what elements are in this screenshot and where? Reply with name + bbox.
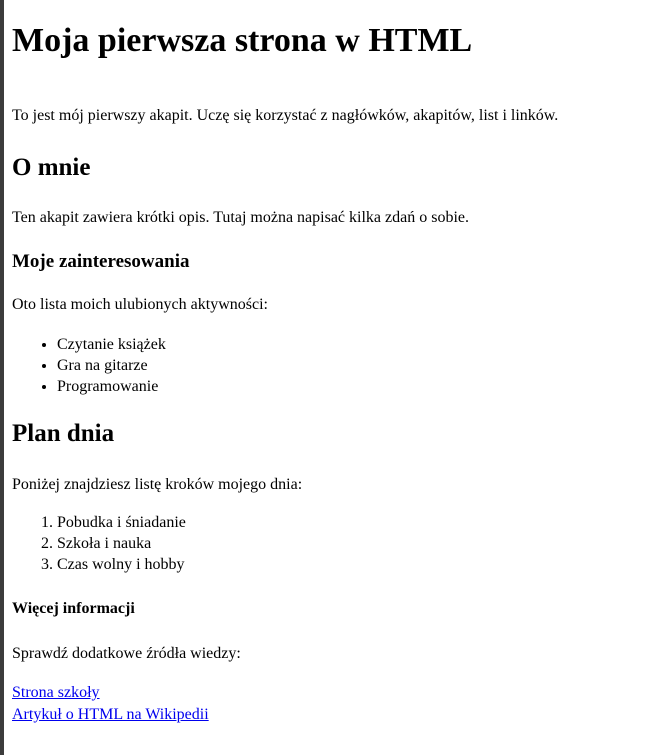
list-item: 2. Szkoła i nauka xyxy=(57,533,652,554)
list-item: • Gra na gitarze xyxy=(57,355,652,376)
window-left-border xyxy=(0,0,4,755)
interests-heading: Moje zainteresowania xyxy=(12,251,190,272)
page-content xyxy=(12,0,652,726)
list-item: • Czytanie książek xyxy=(57,334,652,355)
more-info-intro: Sprawdź dodatkowe źródła wiedzy: xyxy=(12,645,241,662)
links-list xyxy=(12,682,652,726)
plan-intro: Poniżej znajdziesz listę kroków mojego dnia: xyxy=(12,476,303,493)
plan-heading: Plan dnia xyxy=(12,420,115,447)
about-heading: O mnie xyxy=(12,154,91,181)
list-item: 3. Czas wolny i hobby xyxy=(57,554,652,575)
list-item: 1. Pobudka i śniadanie xyxy=(57,512,652,533)
wikipedia-html-link[interactable]: Artykuł o HTML na Wikipedii xyxy=(12,706,209,723)
more-info-heading: Więcej informacji xyxy=(12,600,135,617)
intro-paragraph: To jest mój pierwszy akapit. Uczę się korzystać z nagłówków, akapitów, list i linków. xyxy=(12,107,559,124)
school-website-link[interactable]: Strona szkoły xyxy=(12,684,100,701)
plan-list xyxy=(12,512,652,575)
list-item: • Programowanie xyxy=(57,376,652,397)
interests-list xyxy=(12,334,652,397)
page-title: Moja pierwsza strona w HTML xyxy=(12,22,473,59)
interests-intro: Oto lista moich ulubionych aktywności: xyxy=(12,296,268,313)
about-paragraph: Ten akapit zawiera krótki opis. Tutaj można napisać kilka zdań o sobie. xyxy=(12,209,469,226)
